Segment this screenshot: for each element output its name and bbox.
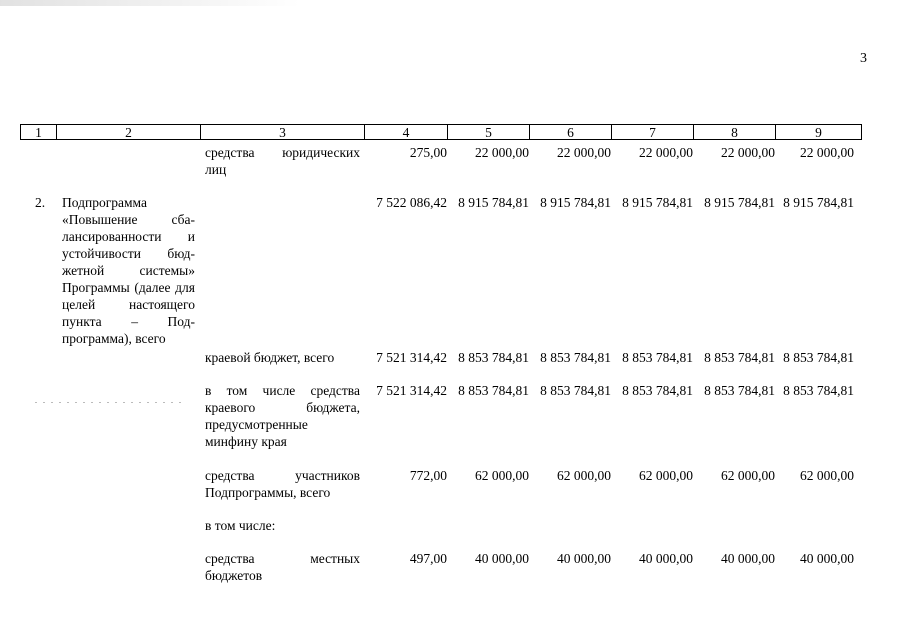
value-col-8: 62 000,00 bbox=[721, 468, 775, 483]
value-col-4: 772,00 bbox=[409, 468, 447, 483]
header-col-8: 8 bbox=[731, 125, 738, 140]
row-label: в том числе: bbox=[205, 518, 276, 533]
row-number: 2. bbox=[35, 195, 46, 210]
value-col-9: 22 000,00 bbox=[800, 145, 854, 160]
header-col-2: 2 bbox=[125, 125, 132, 140]
value-col-9: 8 853 784,81 bbox=[783, 383, 854, 398]
value-col-6: 8 915 784,81 bbox=[540, 195, 611, 210]
value-col-8: 8 853 784,81 bbox=[704, 383, 775, 398]
header-col-6: 6 bbox=[567, 125, 574, 140]
value-col-8: 40 000,00 bbox=[721, 551, 775, 566]
value-col-9: 8 915 784,81 bbox=[783, 195, 854, 210]
value-col-7: 8 853 784,81 bbox=[622, 350, 693, 365]
value-col-7: 8 915 784,81 bbox=[622, 195, 693, 210]
scan-artifact bbox=[35, 402, 185, 403]
value-col-8: 8 853 784,81 bbox=[704, 350, 775, 365]
value-col-5: 62 000,00 bbox=[475, 468, 529, 483]
row-label: средства участников Подпрограммы, всего bbox=[205, 468, 360, 500]
value-col-4: 7 521 314,42 bbox=[376, 350, 447, 365]
value-col-8: 8 915 784,81 bbox=[704, 195, 775, 210]
value-col-5: 22 000,00 bbox=[475, 145, 529, 160]
value-col-4: 7 521 314,42 bbox=[376, 383, 447, 398]
value-col-8: 22 000,00 bbox=[721, 145, 775, 160]
value-col-6: 40 000,00 bbox=[557, 551, 611, 566]
value-col-5: 8 853 784,81 bbox=[458, 350, 529, 365]
subprogram-name: Подпрограмма «Повышение сбалансированности и устойчивости бюджетной системы» Программы (далее для целей настоящего пункта – Подпрограмма), всего bbox=[62, 195, 195, 346]
value-col-6: 8 853 784,81 bbox=[540, 350, 611, 365]
row-label: средства местных бюджетов bbox=[205, 551, 360, 583]
scan-artifact bbox=[0, 0, 300, 6]
value-col-7: 62 000,00 bbox=[639, 468, 693, 483]
row-label: в том числе средства краевого бюджета, предусмотренные минфину края bbox=[205, 383, 360, 449]
value-col-9: 40 000,00 bbox=[800, 551, 854, 566]
value-col-5: 8 915 784,81 bbox=[458, 195, 529, 210]
value-col-9: 62 000,00 bbox=[800, 468, 854, 483]
value-col-7: 40 000,00 bbox=[639, 551, 693, 566]
header-col-1: 1 bbox=[35, 125, 42, 140]
header-col-3: 3 bbox=[279, 125, 286, 140]
value-col-4: 497,00 bbox=[409, 551, 447, 566]
value-col-6: 62 000,00 bbox=[557, 468, 611, 483]
value-col-5: 40 000,00 bbox=[475, 551, 529, 566]
row-label: средства юридических лиц bbox=[205, 145, 360, 177]
header-col-4: 4 bbox=[402, 125, 410, 140]
value-col-5: 8 853 784,81 bbox=[458, 383, 529, 398]
header-col-9: 9 bbox=[815, 125, 822, 140]
row-label: краевой бюджет, всего bbox=[205, 350, 335, 365]
header-col-5: 5 bbox=[485, 125, 492, 140]
value-col-7: 8 853 784,81 bbox=[622, 383, 693, 398]
value-col-4: 275,00 bbox=[409, 145, 447, 160]
page-number: 3 bbox=[860, 51, 867, 66]
value-col-9: 8 853 784,81 bbox=[783, 350, 854, 365]
header-col-7: 7 bbox=[649, 125, 656, 140]
value-col-6: 22 000,00 bbox=[557, 145, 611, 160]
value-col-4: 7 522 086,42 bbox=[376, 195, 447, 210]
value-col-6: 8 853 784,81 bbox=[540, 383, 611, 398]
value-col-7: 22 000,00 bbox=[639, 145, 693, 160]
